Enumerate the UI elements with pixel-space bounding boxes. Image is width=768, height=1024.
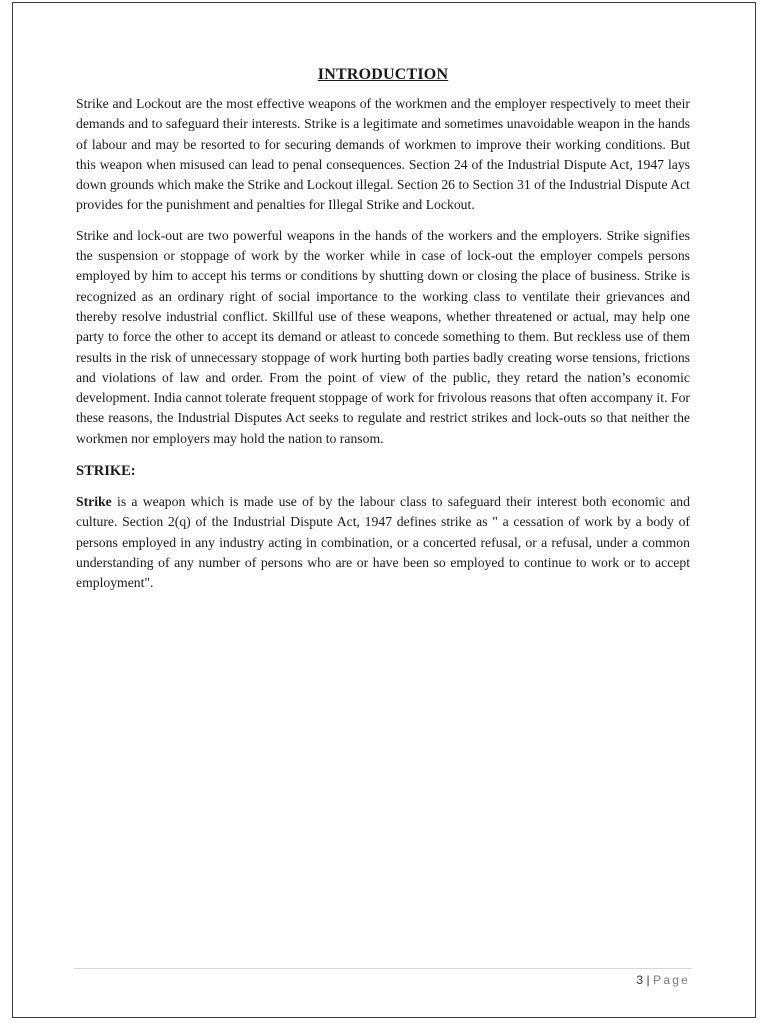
document-body <box>76 66 690 604</box>
section-heading-strike: STRIKE: <box>76 463 136 480</box>
intro-paragraph-2: Strike and lock-out are two powerful weapons in the hands of the workers and the employers. Strike signifies the suspension or stoppage of work by the worker while in case of lock-out the employer compels persons employed by him to accept his terms or conditions by shutting down or closing the place of business. Strike is recognized as an ordinary right of social importance to the working class to ventilate their grievances and thereby resolve industrial conflict. Skillful use of these weapons, whether threatened or actual, may help one party to force the other to accept its demand or atleast to concede something to them. But reckless use of them results in the risk of unnecessary stoppage of work hurting both parties badly creating worse tensions, frictions and violations of law and order. From the point of view of the public, they retard the nation’s economic development. India cannot tolerate frequent stoppage of work for frivolous reasons that often accompany it. For these reasons, the Industrial Disputes Act seeks to regulate and restrict strikes and lock-outs so that neither the workmen nor employers may hold the nation to ransom. <box>76 227 690 446</box>
footer-divider <box>74 968 692 969</box>
page-label: Page <box>653 973 690 987</box>
page-title: INTRODUCTION <box>317 66 449 83</box>
strike-lead-word: Strike <box>76 494 112 510</box>
intro-paragraph-1: Strike and Lockout are the most effective weapons of the workmen and the employer respectively to meet their demands and to safeguard their interests. Strike is a legitimate and sometimes unavoidable weapon in the hands of labour and may be resorted to for securing demands of workmen to improve their working conditions. But this weapon when misused can lead to penal consequences. Section 24 of the Industrial Dispute Act, 1947 lays down grounds which make the Strike and Lockout illegal. Section 26 to Section 31 of the Industrial Dispute Act provides for the punishment and penalties for Illegal Strike and Lockout. <box>76 96 690 213</box>
footer-separator: | <box>646 973 651 987</box>
page-number: 3 <box>636 973 644 987</box>
strike-paragraph <box>76 492 690 593</box>
strike-definition-text: is a weapon which is made use of by the labour class to safeguard their interest both economic and culture. Section 2(q) of the Industrial Dispute Act, 1947 defines strike as " a cessation of work by a body of persons employed in any industry acting in combination, or a concerted refusal, or a refusal, under a common understanding of any number of persons who are or have been so employed to continue to work or to accept employment". <box>76 494 690 591</box>
page-footer <box>636 973 690 987</box>
